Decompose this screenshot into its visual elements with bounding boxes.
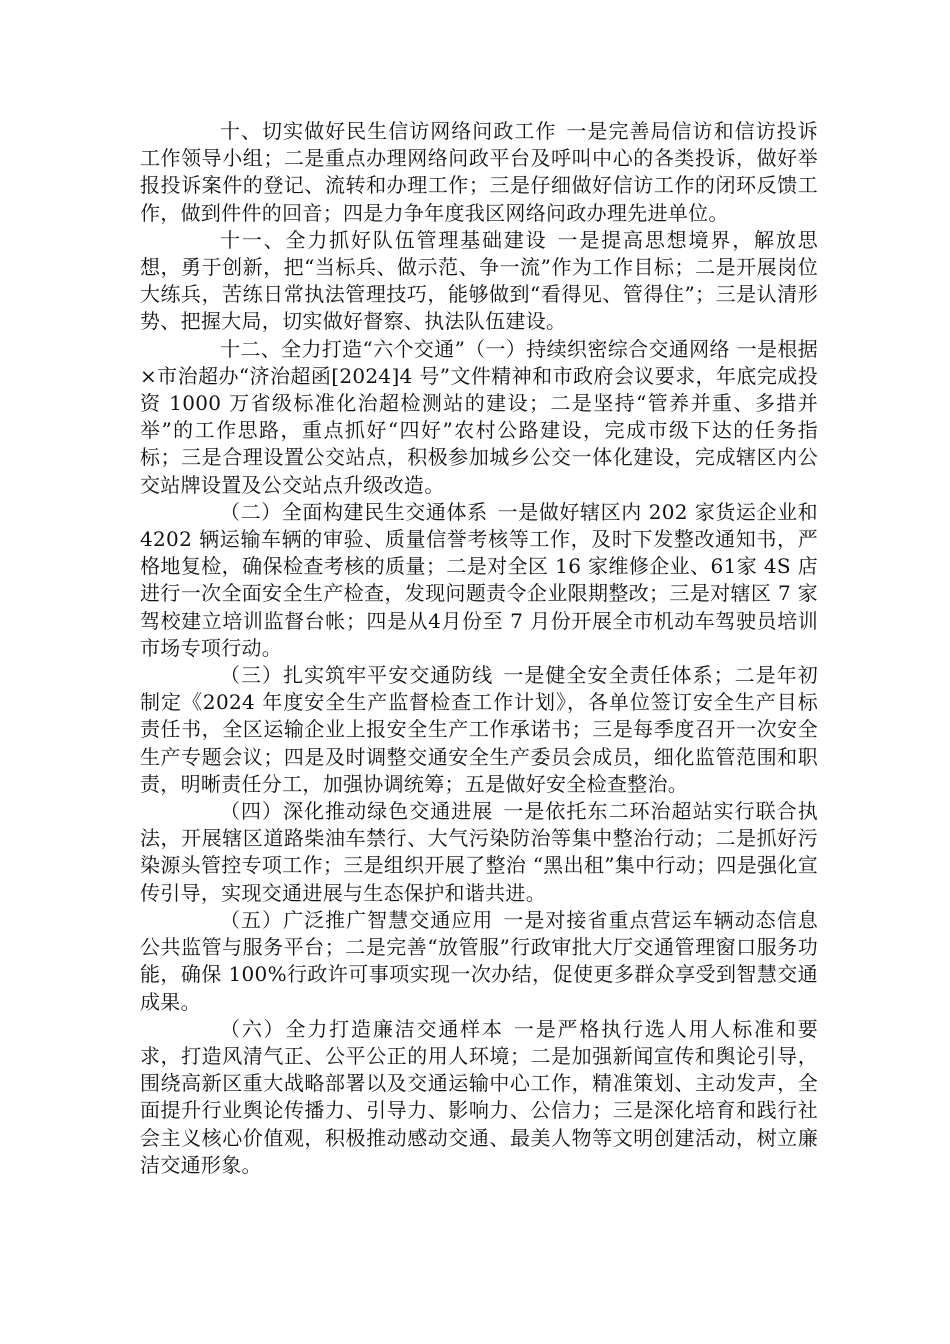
paragraph-12-6 [140, 1016, 818, 1179]
paragraph-heading: （三）扎实筑牢平安交通防线 [220, 663, 494, 688]
paragraph-10 [140, 118, 818, 227]
paragraph-12-4 [140, 798, 818, 907]
paragraph-12 [140, 336, 818, 499]
paragraph-heading: （二）全面构建民生交通体系 [220, 499, 488, 524]
document-page [140, 118, 818, 1179]
paragraph-heading: （四）深化推动绿色交通进展 [220, 799, 494, 824]
paragraph-body: 一是严格执行选人用人标准和要求，打造风清气正、公平公正的用人环境；二是加强新闻宣传和舆论引导，围绕高新区重大战略部署以及交通运输中心工作，精准策划、主动发声，全面提升行业舆论传播力、引导力、影响力、公信力；三是深化培育和践行社会主义核心价值观，积极推动感动交通、最美人物等文明创建活动，树立廉洁交通形象。 [140, 1016, 819, 1177]
paragraph-body: 一是对接省重点营运车辆动态信息公共监管与服务平台；二是完善“放管服”行政审批大厅交通管理窗口服务功能，确保 100%行政许可事项实现一次办结，促使更多群众享受到智慧交通成果。 [140, 907, 819, 1014]
paragraph-heading: （六）全力打造廉洁交通样本 [220, 1016, 504, 1041]
paragraph-body: 一是健全安全责任体系；二是年初制定《2024 年度安全生产监督检查工作计划》，各单位签订安全生产目标责任书，全区运输企业上报安全生产工作承诺书；三是每季度召开一次安全生产专题会议；四是及时调整交通安全生产委员会成员，细化监管范围和职责，明晰责任分工，加强协调统筹；五是做好安全检查整治。 [140, 663, 819, 796]
paragraph-body: 一是完善局信访和信访投诉工作领导小组；二是重点办理网络问政平台及呼叫中心的各类投诉，做好举报投诉案件的登记、流转和办理工作；三是仔细做好信访工作的闭环反馈工作，做到件件的回音；四是力争年度我区网络问政办理先进单位。 [140, 119, 818, 225]
paragraph-heading: （五）广泛推广智慧交通应用 [220, 907, 494, 932]
paragraph-11 [140, 227, 818, 336]
paragraph-heading: 十、切实做好民生信访网络问政工作 [220, 119, 557, 143]
paragraph-12-5 [140, 907, 818, 1016]
paragraph-heading: 十二、全力打造“六个交通” [220, 336, 466, 361]
paragraph-body: 一是做好辖区内 202 家货运企业和 4202 辆运输车辆的审验、质量信誉考核等工作，及时下发整改通知书，严格地复检，确保检查考核的质量；二是对全区 16 家维修企业、61家 4S 店进行一次全面安全生产检查，发现问题责令企业限期整改；三是对辖区 7 家驾校建立培训监督台帐；四是从4月份至 7 月份开展全市机动车驾驶员培训市场专项行动。 [140, 499, 818, 660]
paragraph-body: （一）持续织密综合交通网络 一是根据×市治超办“济治超函[2024]4 号”文件精神和市政府会议要求，年底完成投资 1000 万省级标准化治超检测站的建设；二是坚持“管养并重、多措并举”的工作思路，重点抓好“四好”农村公路建设，完成市级下达的任务指标；三是合理设置公交站点，积极参加城乡公交一体化建设，完成辖区内公交站牌设置及公交站点升级改造。 [140, 336, 818, 497]
paragraph-12-3 [140, 662, 818, 798]
paragraph-12-2 [140, 499, 818, 662]
paragraph-body: 一是提高思想境界，解放思想，勇于创新，把“当标兵、做示范、争一流”作为工作目标；二是开展岗位大练兵，苦练日常执法管理技巧，能够做到“看得见、管得住”；三是认清形势、把握大局，切实做好督察、执法队伍建设。 [140, 227, 818, 334]
paragraph-body: 一是依托东二环治超站实行联合执法，开展辖区道路柴油车禁行、大气污染防治等集中整治行动；二是抓好污染源头管控专项工作；三是组织开展了整治 “黑出租”集中行动；四是强化宣传引导，实现交通进展与生态保护和谐共进。 [140, 799, 819, 905]
paragraph-heading: 十一、全力抓好队伍管理基础建设 [220, 227, 548, 252]
